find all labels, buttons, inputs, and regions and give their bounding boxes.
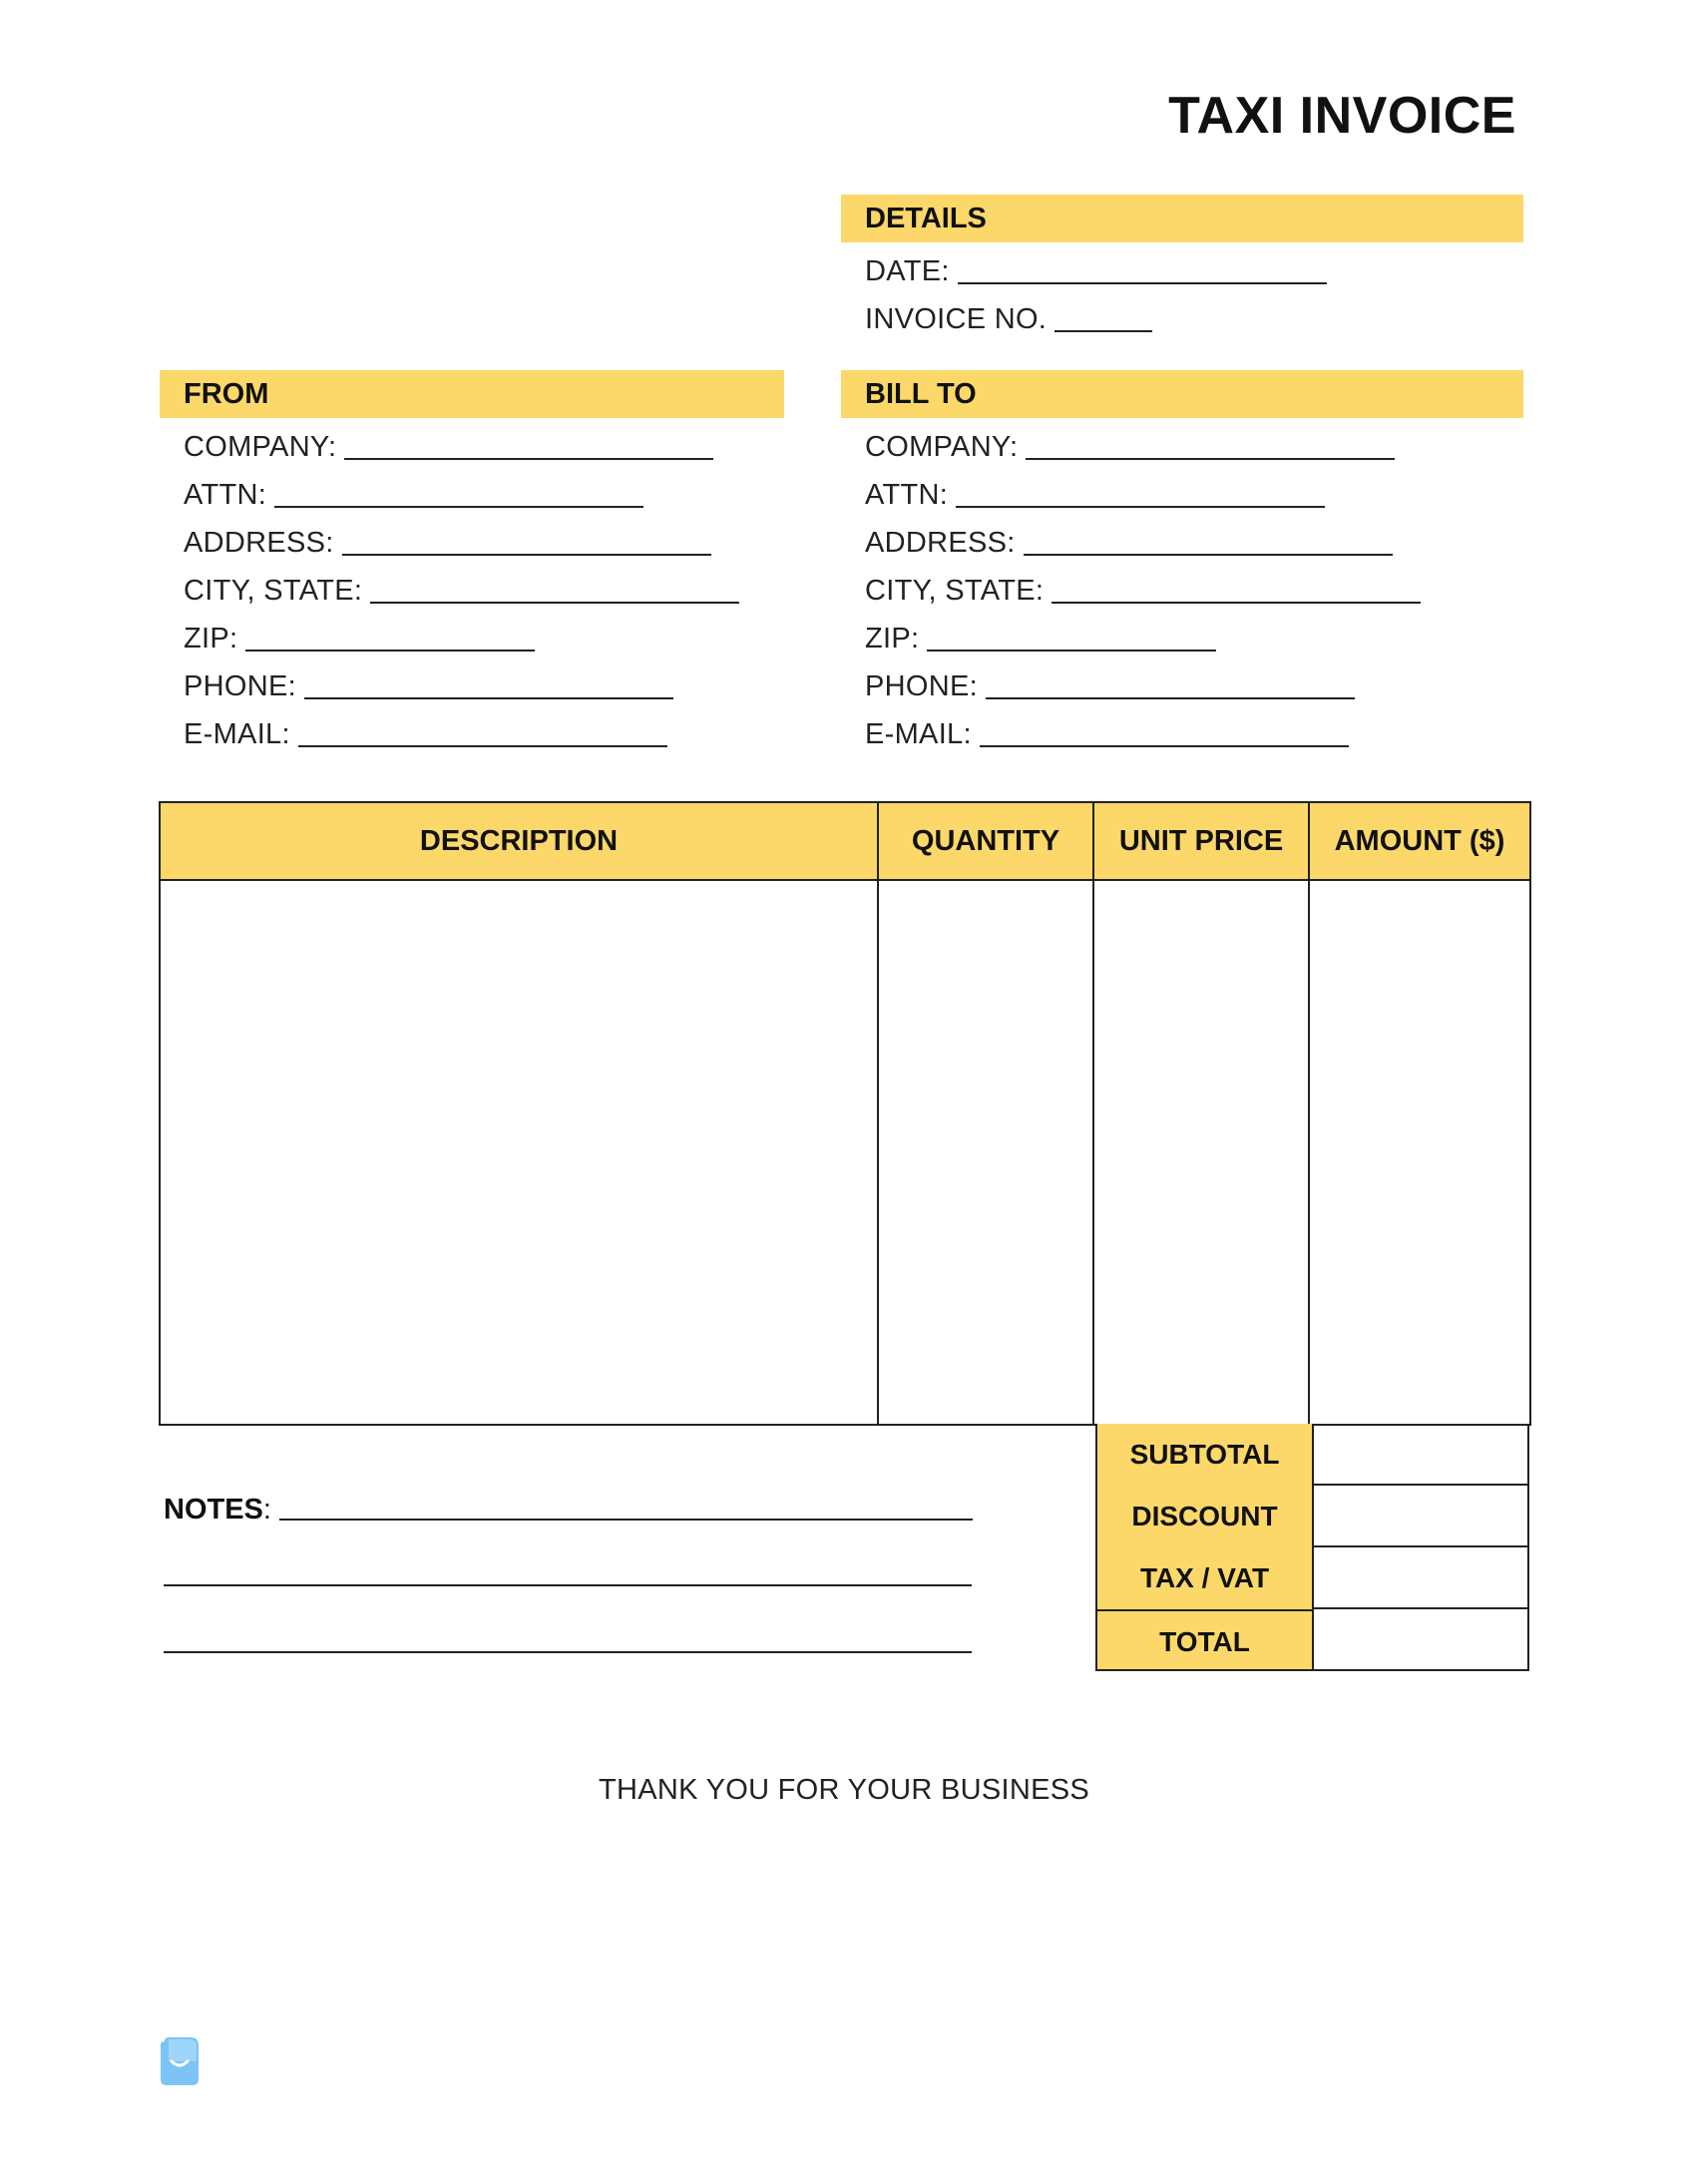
notes-colon: : — [262, 1494, 271, 1526]
notes-input-line[interactable] — [279, 1519, 973, 1521]
table-header-row — [160, 802, 1530, 880]
column-header-amount: AMOUNT ($) — [1309, 802, 1530, 880]
invoice-no-field — [841, 290, 1523, 338]
bill-address-label: ADDRESS: — [865, 527, 1016, 559]
date-input-line[interactable] — [958, 282, 1327, 284]
bill-company-input-line[interactable] — [1026, 458, 1395, 460]
bill-address-field — [841, 514, 1523, 562]
total-value-cell[interactable] — [1312, 1609, 1529, 1671]
bill-phone-label: PHONE: — [865, 670, 978, 702]
total-label: TOTAL — [1095, 1609, 1312, 1671]
details-header: DETAILS — [841, 195, 1523, 242]
from-city-state-label: CITY, STATE: — [184, 575, 363, 607]
discount-value-cell[interactable] — [1312, 1486, 1529, 1547]
bill-email-label: E-MAIL: — [865, 718, 972, 750]
line-items-table — [159, 801, 1531, 1426]
totals-block — [1095, 1424, 1529, 1671]
bill-email-input-line[interactable] — [980, 745, 1349, 747]
bill-zip-field — [841, 610, 1523, 657]
notes-extra-line[interactable] — [164, 1584, 972, 1586]
from-phone-label: PHONE: — [184, 670, 296, 702]
from-email-label: E-MAIL: — [184, 718, 290, 750]
unit-price-cell[interactable] — [1093, 880, 1309, 1425]
from-email-input-line[interactable] — [298, 745, 667, 747]
from-attn-field — [160, 466, 784, 514]
from-address-input-line[interactable] — [342, 554, 711, 556]
from-company-field — [160, 418, 784, 466]
notes-row — [164, 1487, 973, 1527]
from-phone-field — [160, 657, 784, 705]
thank-you-message: THANK YOU FOR YOUR BUSINESS — [598, 1774, 1090, 1806]
from-zip-input-line[interactable] — [245, 650, 535, 652]
bill-zip-label: ZIP: — [865, 623, 920, 655]
bill-phone-input-line[interactable] — [986, 697, 1355, 699]
bill-city-state-field — [841, 562, 1523, 610]
from-zip-field — [160, 610, 784, 657]
from-phone-input-line[interactable] — [304, 697, 673, 699]
bill-company-field — [841, 418, 1523, 466]
bill-city-state-label: CITY, STATE: — [865, 575, 1045, 607]
date-field — [841, 242, 1523, 290]
invoice-no-label: INVOICE NO. — [865, 303, 1048, 335]
details-section — [841, 195, 1523, 338]
column-header-unit-price: UNIT PRICE — [1093, 802, 1309, 880]
notes-extra-line[interactable] — [164, 1651, 972, 1653]
bill-to-header: BILL TO — [841, 370, 1523, 418]
notes-section — [164, 1487, 973, 1527]
description-cell[interactable] — [160, 880, 878, 1425]
from-section — [160, 370, 784, 753]
from-address-label: ADDRESS: — [184, 527, 334, 559]
column-header-description: DESCRIPTION — [160, 802, 878, 880]
bill-to-section — [841, 370, 1523, 753]
bill-zip-input-line[interactable] — [927, 650, 1216, 652]
from-city-state-field — [160, 562, 784, 610]
column-header-quantity: QUANTITY — [878, 802, 1093, 880]
date-label: DATE: — [865, 255, 950, 287]
bill-attn-label: ATTN: — [865, 479, 949, 511]
subtotal-value-cell[interactable] — [1312, 1424, 1529, 1486]
from-zip-label: ZIP: — [184, 623, 238, 655]
from-header: FROM — [160, 370, 784, 418]
bill-attn-field — [841, 466, 1523, 514]
from-attn-label: ATTN: — [184, 479, 267, 511]
from-city-state-input-line[interactable] — [370, 602, 739, 604]
subtotal-label: SUBTOTAL — [1095, 1424, 1312, 1486]
brand-logo-icon — [159, 2035, 201, 2087]
tax-row — [1095, 1547, 1529, 1609]
notes-label: NOTES — [164, 1494, 263, 1526]
invoice-title: TAXI INVOICE — [1168, 87, 1516, 145]
from-address-field — [160, 514, 784, 562]
bill-phone-field — [841, 657, 1523, 705]
total-row — [1095, 1609, 1529, 1671]
discount-row — [1095, 1486, 1529, 1547]
bill-address-input-line[interactable] — [1024, 554, 1393, 556]
from-email-field — [160, 705, 784, 753]
tax-value-cell[interactable] — [1312, 1547, 1529, 1609]
bill-email-field — [841, 705, 1523, 753]
bill-attn-input-line[interactable] — [956, 506, 1325, 508]
bill-company-label: COMPANY: — [865, 431, 1019, 463]
from-company-input-line[interactable] — [344, 458, 713, 460]
from-attn-input-line[interactable] — [274, 506, 643, 508]
tax-label: TAX / VAT — [1095, 1547, 1312, 1609]
table-row — [160, 880, 1530, 1425]
subtotal-row — [1095, 1424, 1529, 1486]
from-company-label: COMPANY: — [184, 431, 337, 463]
invoice-no-input-line[interactable] — [1055, 330, 1152, 332]
bill-city-state-input-line[interactable] — [1052, 602, 1421, 604]
quantity-cell[interactable] — [878, 880, 1093, 1425]
discount-label: DISCOUNT — [1095, 1486, 1312, 1547]
amount-cell[interactable] — [1309, 880, 1530, 1425]
